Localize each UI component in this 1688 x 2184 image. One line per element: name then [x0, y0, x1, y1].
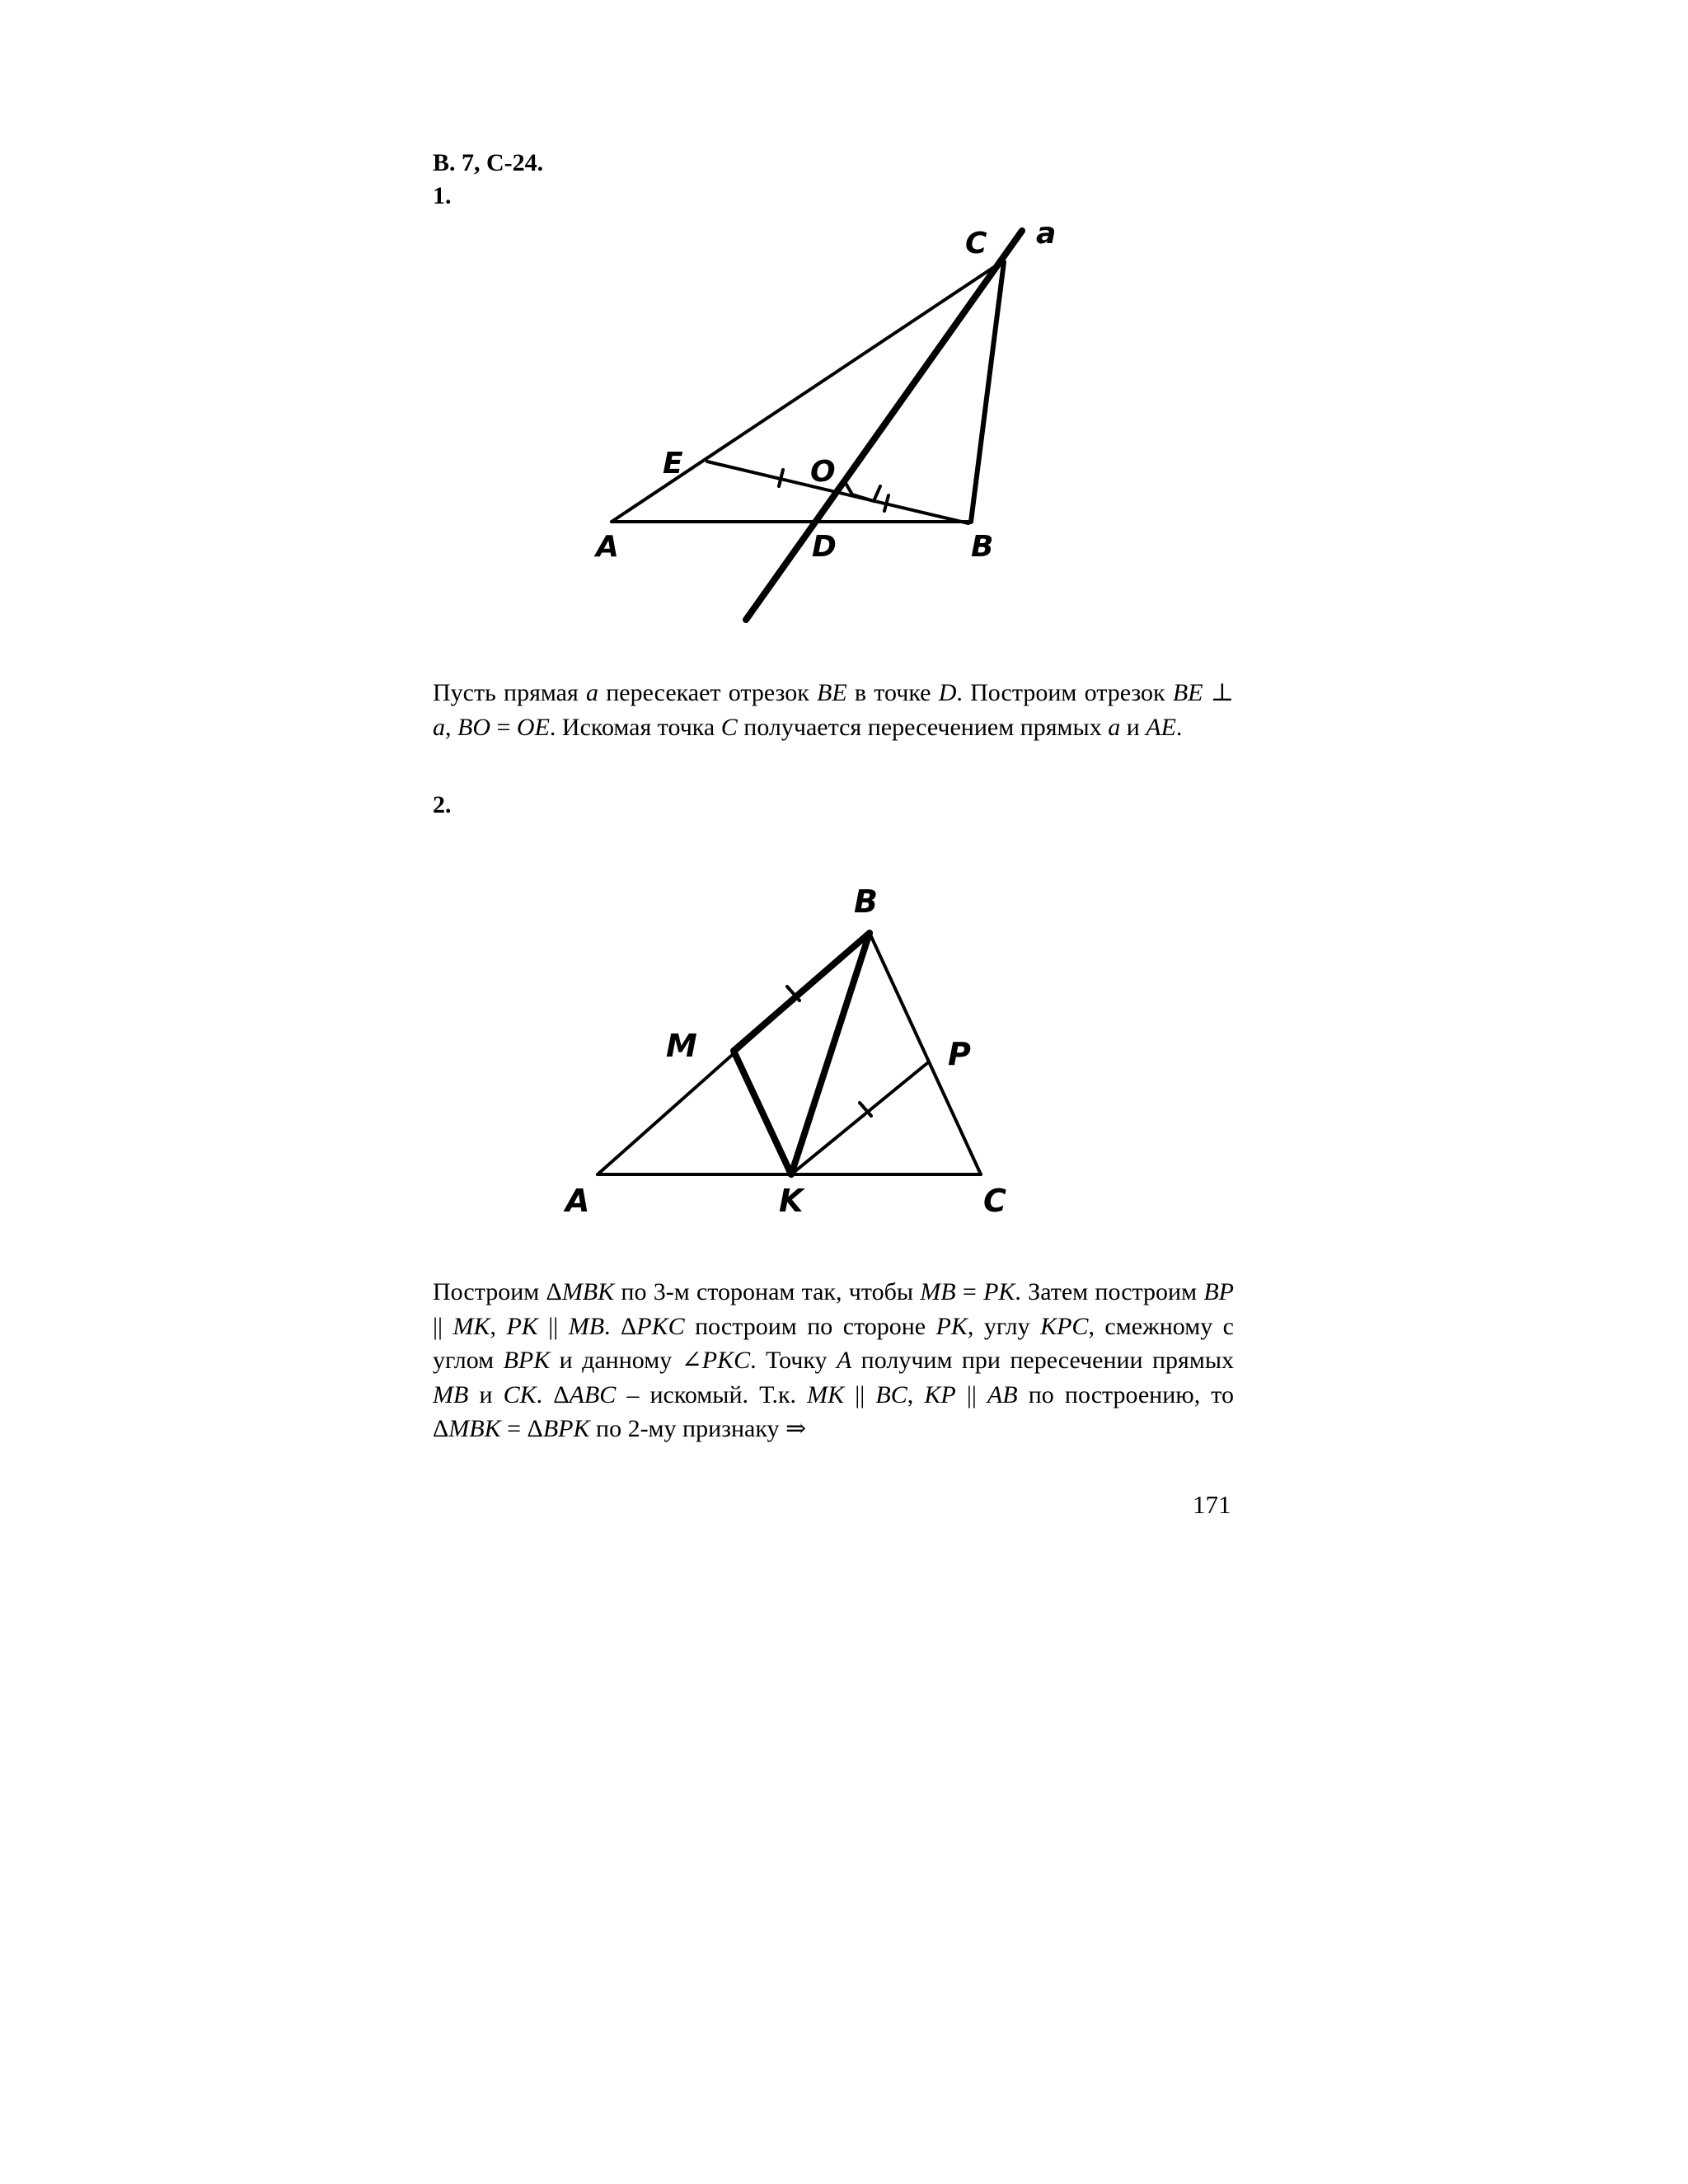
label-A: A [565, 1183, 590, 1219]
page-number: 171 [1193, 1490, 1231, 1519]
label-C: C [965, 227, 987, 260]
label-K: K [779, 1183, 804, 1219]
label-A: A [596, 530, 619, 564]
tick-mark-EO [779, 470, 783, 486]
right-angle-mark [844, 480, 880, 501]
label-E: E [663, 447, 683, 480]
label-D: D [812, 530, 837, 564]
label-a: a [1036, 217, 1057, 251]
tick-mark-OB [884, 495, 889, 511]
label-M: M [666, 1028, 697, 1064]
label-O: O [810, 455, 836, 489]
problem-2-number: 2. [433, 791, 452, 818]
label-B: B [971, 530, 994, 564]
segment-AC [612, 262, 1001, 522]
label-C: C [983, 1183, 1006, 1219]
segment-EB [707, 462, 968, 523]
problem-2-text: Построим ΔMBK по 3-м сторонам так, чтобы MB = PK. Затем построим BP || MK, PK || MB. ΔPKC построим по стороне PK, углу KPC, смежному с углом BPK и данному ∠PKC. Точку A получим при пересечении прямых MB и CK. ΔABC – искомый. Т.к. MK || BC, KP || AB по построению, то ΔMBK = ΔBPK по 2-му признаку ⇒ [433, 1278, 1235, 1442]
label-P: P [948, 1036, 971, 1072]
label-B: B [854, 883, 878, 920]
problem-1-text: Пусть прямая a пересекает отрезок BE в точке D. Построим отрезок BE ⊥ a, BO = OE. Искомая точка C получается пересечением прямых a и AE. [433, 679, 1234, 741]
section-title: В. 7, С-24. [433, 149, 544, 176]
problem-1-number: 1. [433, 182, 452, 209]
